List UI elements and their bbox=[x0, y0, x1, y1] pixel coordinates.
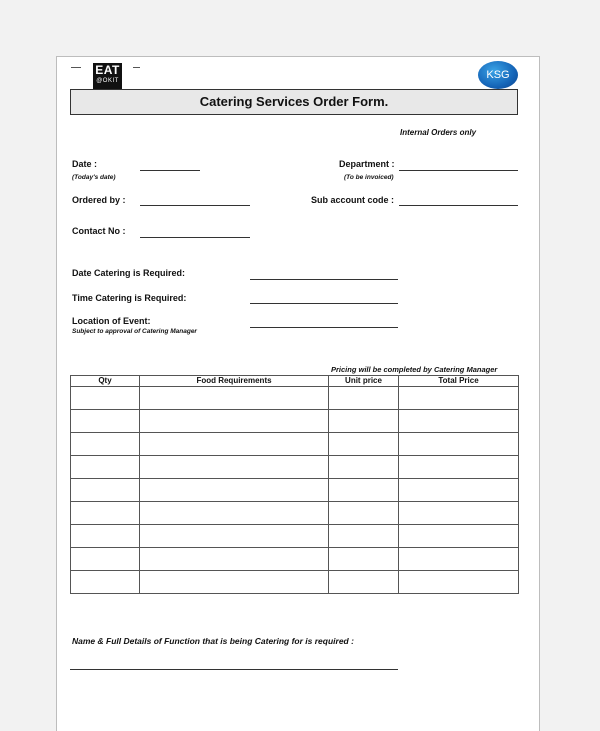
table-row bbox=[71, 410, 519, 433]
unit-price-cell[interactable] bbox=[329, 548, 399, 571]
date-label: Date : bbox=[72, 159, 98, 169]
eat-logo-line2: @OKIT bbox=[96, 78, 119, 84]
table-row bbox=[71, 502, 519, 525]
qty-cell[interactable] bbox=[71, 525, 140, 548]
order-table-body bbox=[71, 387, 519, 594]
food-requirements-cell[interactable] bbox=[140, 525, 329, 548]
location-sublabel: Subject to approval of Catering Manager bbox=[72, 328, 197, 335]
date-catering-label: Date Catering is Required: bbox=[72, 268, 186, 278]
sub-account-field[interactable] bbox=[399, 205, 518, 206]
table-row bbox=[71, 548, 519, 571]
food-requirements-cell[interactable] bbox=[140, 456, 329, 479]
total-price-cell[interactable] bbox=[399, 387, 519, 410]
table-row bbox=[71, 456, 519, 479]
pricing-note: Pricing will be completed by Catering Manager bbox=[331, 365, 498, 374]
department-field[interactable] bbox=[399, 170, 518, 171]
qty-cell[interactable] bbox=[71, 456, 140, 479]
contact-label: Contact No : bbox=[72, 226, 126, 236]
qty-cell[interactable] bbox=[71, 571, 140, 594]
eat-logo bbox=[93, 63, 122, 89]
internal-orders-note: Internal Orders only bbox=[400, 128, 477, 137]
qty-cell[interactable] bbox=[71, 410, 140, 433]
food-requirements-cell[interactable] bbox=[140, 502, 329, 525]
total-price-cell[interactable] bbox=[399, 410, 519, 433]
table-row bbox=[71, 571, 519, 594]
department-label: Department : bbox=[339, 159, 395, 169]
food-requirements-cell[interactable] bbox=[140, 548, 329, 571]
order-table-header bbox=[71, 376, 519, 387]
eat-logo-line1: EAT bbox=[95, 63, 120, 77]
ordered-by-label: Ordered by : bbox=[72, 195, 126, 205]
unit-price-cell[interactable] bbox=[329, 387, 399, 410]
total-price-cell[interactable] bbox=[399, 571, 519, 594]
qty-cell[interactable] bbox=[71, 387, 140, 410]
unit-price-cell[interactable] bbox=[329, 525, 399, 548]
time-catering-label: Time Catering is Required: bbox=[72, 293, 187, 303]
table-row bbox=[71, 525, 519, 548]
food-requirements-cell[interactable] bbox=[140, 433, 329, 456]
function-details-label: Name & Full Details of Function that is being Catering for is required : bbox=[72, 636, 354, 646]
date-sublabel: (Today's date) bbox=[72, 174, 116, 181]
total-price-header: Total Price bbox=[399, 376, 519, 387]
food-requirements-cell[interactable] bbox=[140, 410, 329, 433]
date-field[interactable] bbox=[140, 170, 200, 171]
food-requirements-cell[interactable] bbox=[140, 571, 329, 594]
function-details-field[interactable] bbox=[70, 669, 398, 670]
table-row bbox=[71, 433, 519, 456]
food-requirements-cell[interactable] bbox=[140, 387, 329, 410]
unit-price-cell[interactable] bbox=[329, 502, 399, 525]
header-dash-right bbox=[133, 67, 140, 68]
department-sublabel: (To be invoiced) bbox=[344, 174, 394, 181]
unit-price-cell[interactable] bbox=[329, 479, 399, 502]
total-price-cell[interactable] bbox=[399, 433, 519, 456]
table-row bbox=[71, 479, 519, 502]
sub-account-label: Sub account code : bbox=[311, 195, 395, 205]
ksg-logo: KSG bbox=[478, 61, 518, 89]
food-requirements-cell[interactable] bbox=[140, 479, 329, 502]
unit-price-cell[interactable] bbox=[329, 571, 399, 594]
total-price-cell[interactable] bbox=[399, 548, 519, 571]
unit-price-cell[interactable] bbox=[329, 456, 399, 479]
total-price-cell[interactable] bbox=[399, 502, 519, 525]
total-price-cell[interactable] bbox=[399, 456, 519, 479]
qty-header: Qty bbox=[71, 376, 140, 387]
date-catering-field[interactable] bbox=[250, 279, 398, 280]
form-title: Catering Services Order Form. bbox=[70, 89, 518, 115]
table-row bbox=[71, 387, 519, 410]
qty-cell[interactable] bbox=[71, 479, 140, 502]
location-field[interactable] bbox=[250, 327, 398, 328]
header-dash-left bbox=[71, 67, 81, 68]
unit-price-header: Unit price bbox=[329, 376, 399, 387]
qty-cell[interactable] bbox=[71, 433, 140, 456]
unit-price-cell[interactable] bbox=[329, 433, 399, 456]
location-label: Location of Event: bbox=[72, 316, 151, 326]
total-price-cell[interactable] bbox=[399, 479, 519, 502]
food-requirements-header: Food Requirements bbox=[140, 376, 329, 387]
document-page bbox=[56, 56, 540, 731]
unit-price-cell[interactable] bbox=[329, 410, 399, 433]
time-catering-field[interactable] bbox=[250, 303, 398, 304]
total-price-cell[interactable] bbox=[399, 525, 519, 548]
qty-cell[interactable] bbox=[71, 502, 140, 525]
order-table bbox=[70, 375, 519, 594]
ordered-by-field[interactable] bbox=[140, 205, 250, 206]
qty-cell[interactable] bbox=[71, 548, 140, 571]
contact-field[interactable] bbox=[140, 237, 250, 238]
